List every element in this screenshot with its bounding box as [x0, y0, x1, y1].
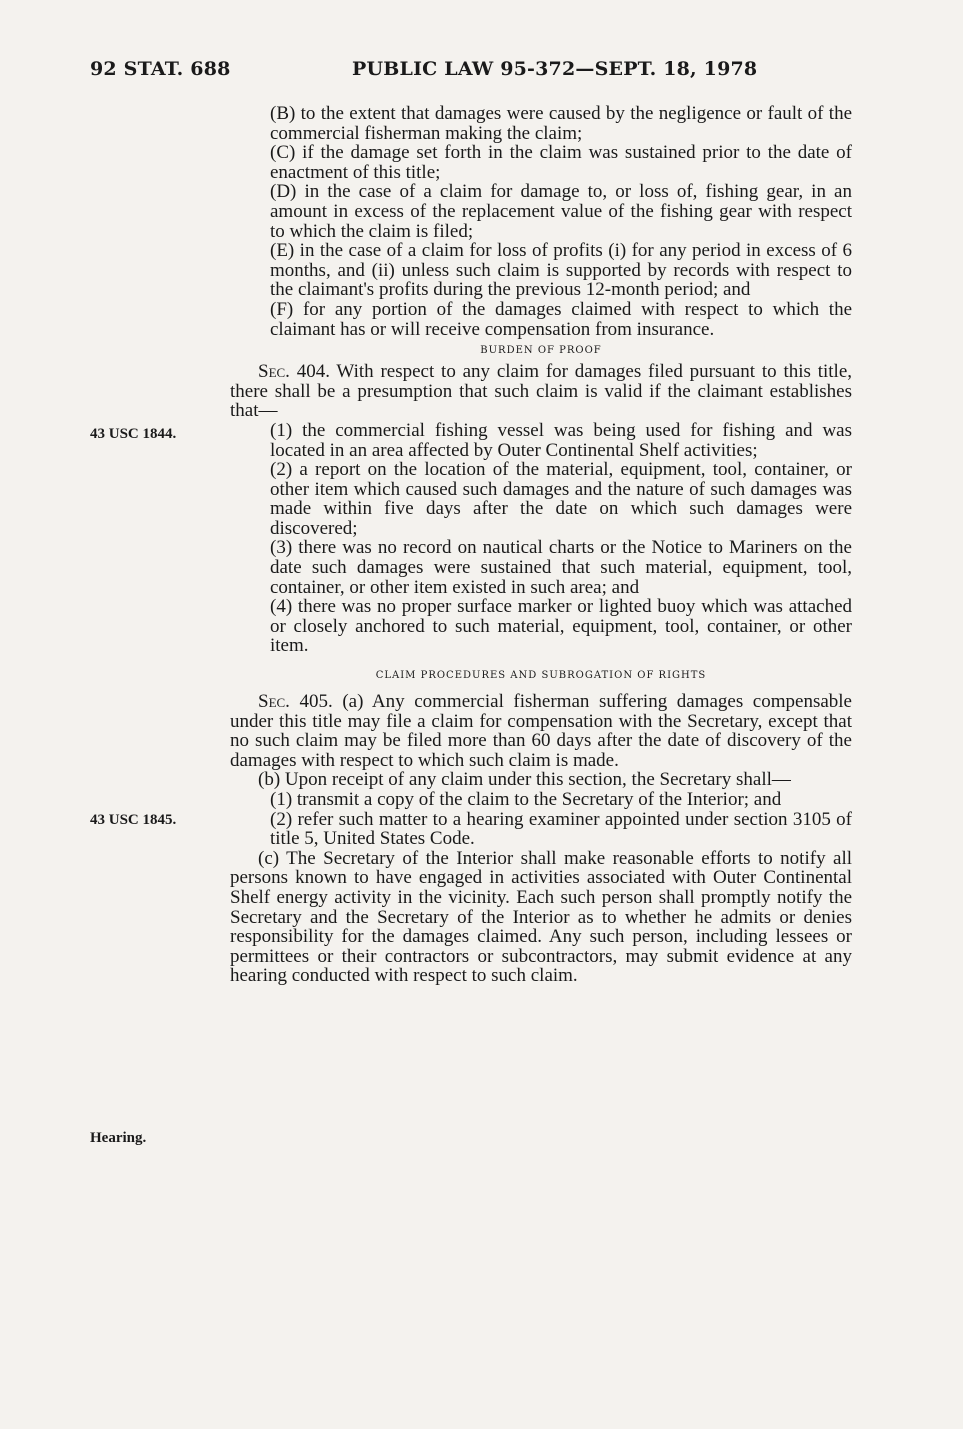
body-text: [230, 104, 852, 986]
law-reference: PUBLIC LAW 95-372—SEPT. 18, 1978: [352, 58, 758, 80]
sec403-item-f: (F) for any portion of the damages claimed with respect to which the claimant has or will receive compensation from insurance.: [270, 298, 852, 340]
sec404-text: 404. With respect to any claim for damages filed pursuant to this title, there shall be a presumption that such claim is valid if the claimant establishes that—: [230, 361, 852, 422]
sec404-intro: [230, 362, 852, 421]
margin-note-hearing: Hearing.: [90, 1130, 147, 1146]
margin-note-1845: 43 USC 1845.: [90, 812, 177, 828]
sec404-item-3: (3) there was no record on nautical charts or the Notice to Mariners on the date such damages were sustained that such material, equipment, tool, container, or other item existed in such area; and: [270, 537, 852, 598]
sec405-label: Sec.: [258, 691, 290, 713]
sec405-a: [230, 692, 852, 770]
sec403-item-c: (C) if the damage set forth in the claim was sustained prior to the date of enactment of this title;: [270, 142, 852, 183]
sec404-item-2: (2) a report on the location of the material, equipment, tool, container, or other item which caused such damages and the nature of such damages was made within five days after the date on which such damages were discovered;: [270, 459, 852, 539]
sec405-b-item-2: (2) refer such matter to a hearing examiner appointed under section 3105 of title 5, United States Code.: [270, 808, 852, 850]
page-reference: 92 STAT. 688: [90, 58, 231, 80]
sec405-a-text: 405. (a) Any commercial fisherman suffering damages compensable under this title may file a claim for compensation with the Secretary, except that no such claim may be filed more than 60 days after the date of discovery of the damages with respect to which such claim is made.: [230, 691, 852, 771]
sec403-item-e: (E) in the case of a claim for loss of profits (i) for any period in excess of 6 months, and (ii) unless such claim is supported by records with respect to the claimant's profits during the previous 12-month period; and: [270, 240, 852, 301]
margin-note-1844: 43 USC 1844.: [90, 426, 177, 442]
sec404-item-4: (4) there was no proper surface marker or lighted buoy which was attached or closely anchored to such material, equipment, tool, container, or other item.: [270, 596, 852, 657]
sec404-item-1: (1) the commercial fishing vessel was being used for fishing and was located in an area affected by Outer Continental Shelf activities;: [270, 419, 852, 461]
sec403-item-b: (B) to the extent that damages were caused by the negligence or fault of the commercial fisherman making the claim;: [270, 103, 852, 144]
sec405-c: (c) The Secretary of the Interior shall make reasonable efforts to notify all persons known to have engaged in activities associated with Outer Continental Shelf energy activity in the vicinity. Each such person shall promptly notify the Secretary and the Secretary of the Interior as to whether he admits or denies responsibility for the damages claimed. Any such person, including lessees or permittees or their contractors or subcontractors, may submit evidence at any hearing conducted with respect to such claim.: [230, 847, 852, 987]
sec405-b-intro: (b) Upon receipt of any claim under this section, the Secretary shall—: [258, 769, 791, 791]
heading-burden-of-proof: BURDEN OF PROOF: [480, 345, 602, 357]
heading-claim-procedures: CLAIM PROCEDURES AND SUBROGATION OF RIGHTS: [375, 670, 707, 682]
sec403-item-d: (D) in the case of a claim for damage to, or loss of, fishing gear, in an amount in excess of the replacement value of the fishing gear with respect to which the claim is filed;: [270, 181, 852, 242]
sec405-b-item-1: (1) transmit a copy of the claim to the Secretary of the Interior; and: [270, 789, 782, 810]
sec404-label: Sec.: [258, 361, 290, 383]
